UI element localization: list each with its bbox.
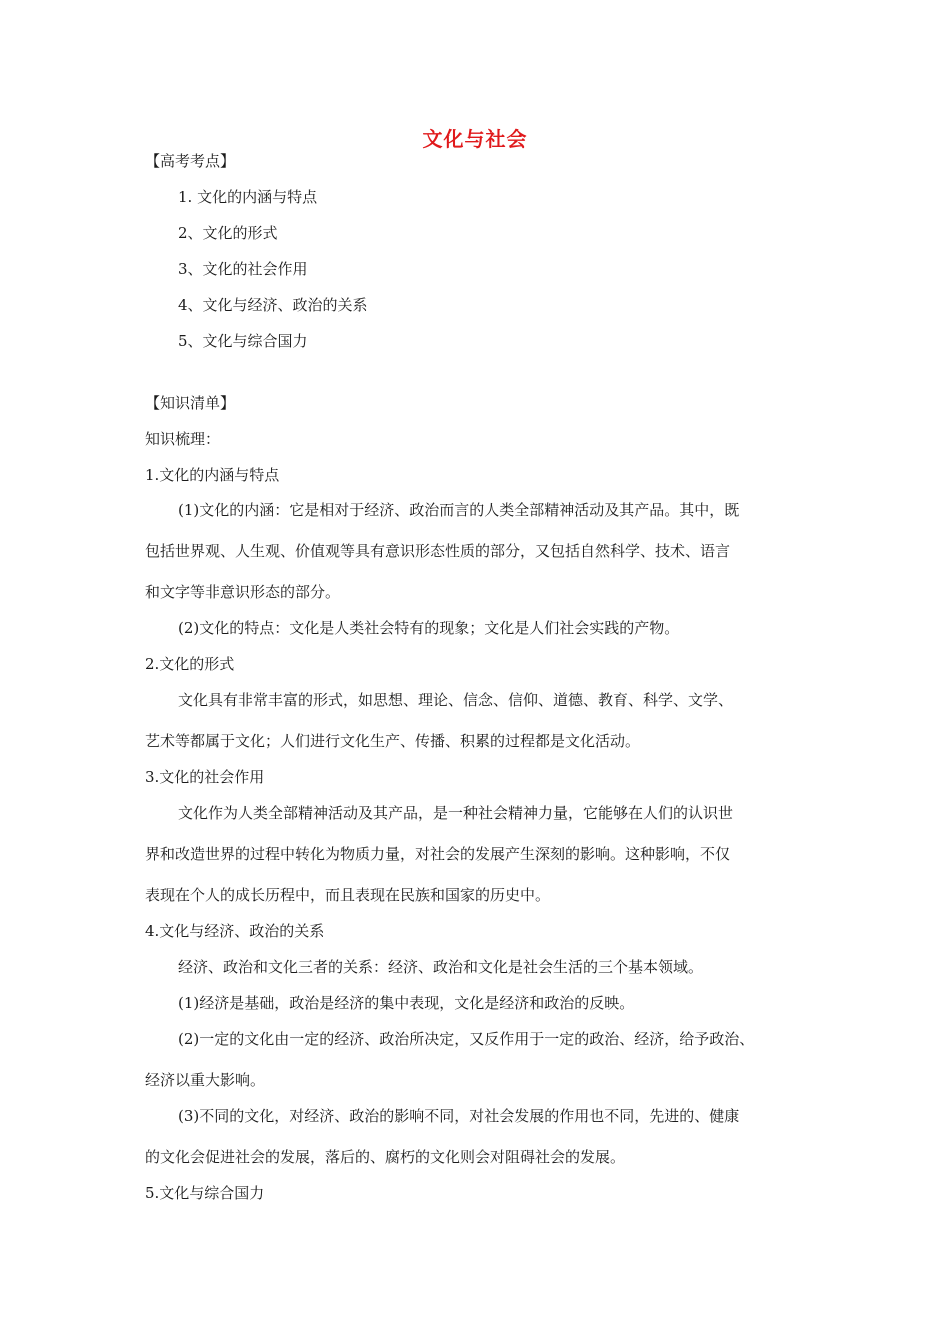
exam-point-item: 5、文化与综合国力 [178, 332, 308, 350]
paragraph-line: 包括世界观、人生观、价值观等具有意识形态性质的部分，又包括自然科学、技术、语言 [145, 542, 731, 560]
heading-culture-forms: 2.文化的形式 [145, 655, 235, 673]
paragraph-line: 经济以重大影响。 [145, 1071, 266, 1089]
exam-point-item: 2、文化的形式 [178, 224, 278, 242]
exam-point-item: 3、文化的社会作用 [178, 260, 308, 278]
heading-culture-meaning: 1.文化的内涵与特点 [145, 466, 280, 484]
paragraph-line: (3)不同的文化，对经济、政治的影响不同，对社会发展的作用也不同，先进的、健康 [178, 1107, 740, 1125]
paragraph-line: 经济、政治和文化三者的关系：经济、政治和文化是社会生活的三个基本领域。 [178, 958, 704, 976]
heading-culture-social-role: 3.文化的社会作用 [145, 768, 265, 786]
paragraph-line: 的文化会促进社会的发展，落后的、腐朽的文化则会对阻碍社会的发展。 [145, 1148, 626, 1166]
sub-header-knowledge-outline: 知识梳理： [145, 430, 221, 448]
page-title: 文化与社会 [422, 127, 528, 151]
heading-culture-national-strength: 5.文化与综合国力 [145, 1184, 265, 1202]
paragraph-line: 界和改造世界的过程中转化为物质力量，对社会的发展产生深刻的影响。这种影响，不仅 [145, 845, 731, 863]
paragraph-line: (2)文化的特点：文化是人类社会特有的现象；文化是人们社会实践的产物。 [178, 619, 680, 637]
paragraph-line: (2)一定的文化由一定的经济、政治所决定，又反作用于一定的政治、经济，给予政治、 [178, 1030, 755, 1048]
paragraph-line: 文化具有非常丰富的形式，如思想、理论、信念、信仰、道德、教育、科学、文学、 [178, 691, 734, 709]
paragraph-line: 和文字等非意识形态的部分。 [145, 583, 341, 601]
paragraph-line: 文化作为人类全部精神活动及其产品，是一种社会精神力量，它能够在人们的认识世 [178, 804, 734, 822]
section-header-exam-points: 【高考考点】 [145, 152, 236, 170]
exam-point-item: 4、文化与经济、政治的关系 [178, 296, 368, 314]
heading-culture-economy-politics: 4.文化与经济、政治的关系 [145, 922, 325, 940]
paragraph-line: (1)经济是基础，政治是经济的集中表现，文化是经济和政治的反映。 [178, 994, 635, 1012]
paragraph-line: (1)文化的内涵：它是相对于经济、政治而言的人类全部精神活动及其产品。其中，既 [178, 501, 740, 519]
section-header-knowledge-list: 【知识清单】 [145, 394, 236, 412]
paragraph-line: 艺术等都属于文化；人们进行文化生产、传播、积累的过程都是文化活动。 [145, 732, 641, 750]
paragraph-line: 表现在个人的成长历程中，而且表现在民族和国家的历史中。 [145, 886, 551, 904]
exam-point-item: 1. 文化的内涵与特点 [178, 188, 318, 206]
